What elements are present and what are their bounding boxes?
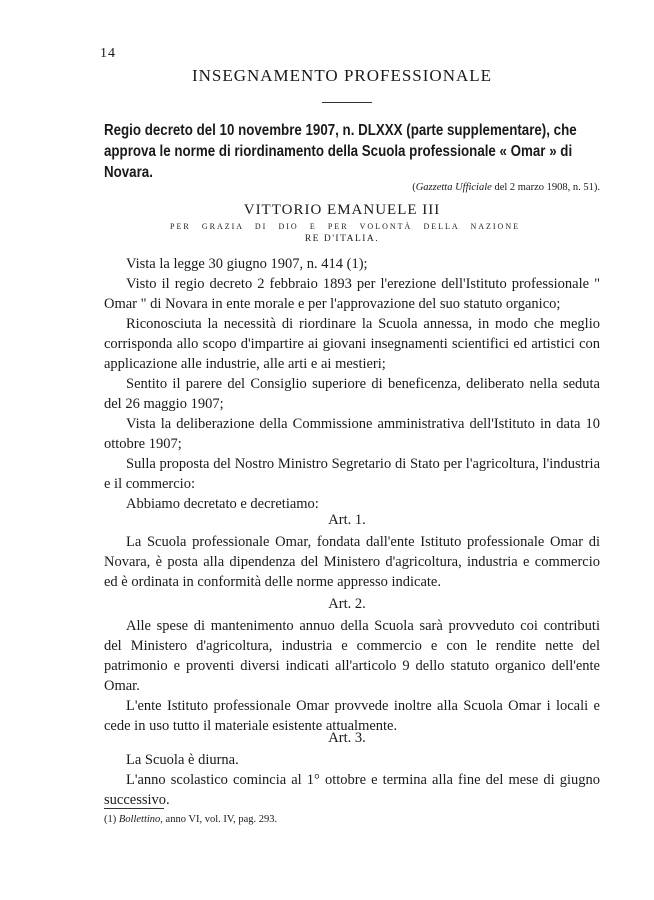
gazette-details: del 2 marzo 1908, n. 51).: [491, 182, 600, 193]
article-heading: Art. 3.: [328, 730, 366, 746]
footnote: [104, 814, 277, 825]
article-paragraph: Alle spese di mantenimento annuo della Scuola sarà provveduto coi contributi del Ministero d'agricoltura, industria e commercio e con le rendite nette del patrimonio e proventi diversi indicati all'articolo 9 dello statuto organico dell'ente Omar.: [104, 618, 600, 694]
article-paragraph: La Scuola è diurna.: [126, 752, 239, 768]
preamble-paragraph: Abbiamo decretato e decretiamo:: [126, 496, 319, 512]
gazette-name: Gazzetta Ufficiale: [415, 182, 492, 193]
title-divider: [322, 102, 372, 103]
footnote-details: , anno VI, vol. IV, pag. 293.: [160, 814, 278, 825]
preamble-paragraph: Vista la legge 30 giugno 1907, n. 414 (1);: [126, 256, 368, 272]
footnote-source: Bollettino: [118, 814, 161, 825]
article-paragraph: La Scuola professionale Omar, fondata dall'ente Istituto professionale Omar di Novara, è posta alla dipendenza del Ministero d'agricoltura, industria e commercio ed è ordinata in conformità delle norme appresso indicate.: [104, 534, 600, 590]
article-body: [104, 750, 600, 810]
preamble-paragraph: Sentito il parere del Consiglio superiore di beneficenza, deliberato nella seduta del 26 maggio 1907;: [104, 376, 600, 412]
decree-title: Regio decreto del 10 novembre 1907, n. DLXXX (parte supplementare), che approva le norme di riordinamento della Scuola professionale « Omar » di Novara.: [104, 122, 577, 181]
article-body: [104, 532, 600, 592]
preamble-paragraph: Visto il regio decreto 2 febbraio 1893 per l'erezione dell'Istituto professionale " Omar " di Novara in ente morale e per l'approvazione del suo statuto organico;: [104, 276, 600, 312]
king-title: RE D'ITALIA.: [304, 234, 380, 244]
article-heading: Art. 2.: [328, 596, 366, 612]
section-title: INSEGNAMENTO PROFESSIONALE: [191, 66, 493, 85]
grace-formula: PER GRAZIA DI DIO E PER VOLONTÀ DELLA NAZIONE: [170, 222, 520, 231]
preamble-paragraph: Sulla proposta del Nostro Ministro Segretario di Stato per l'agricoltura, l'industria e il commercio:: [104, 456, 600, 492]
article-body: [104, 616, 600, 736]
article-paragraph: L'ente Istituto professionale Omar provvede inoltre alla Scuola Omar i locali e cede in uso tutto il materiale esistente attualmente.: [104, 698, 600, 734]
preamble-paragraph: Riconosciuta la necessità di riordinare la Scuola annessa, in modo che meglio corrisponda allo scopo d'impartire ai giovani insegnamenti scientifici ed artistici con applicazione alle industrie, alle arti e ai mestieri;: [104, 316, 600, 372]
article-paragraph: L'anno scolastico comincia al 1° ottobre e termina alla fine del mese di giugno successivo.: [104, 772, 600, 808]
gazette-reference: [0, 182, 600, 193]
gazette-open: (: [412, 182, 416, 193]
preamble: [104, 254, 600, 514]
page-number: 14: [100, 46, 116, 61]
preamble-paragraph: Vista la deliberazione della Commissione amministrativa dell'Istituto in data 10 ottobre 1907;: [104, 416, 600, 452]
footnote-divider: [104, 808, 164, 809]
king-name: VITTORIO EMANUELE III: [243, 202, 441, 218]
article-heading: Art. 1.: [328, 512, 366, 528]
footnote-marker: (1): [104, 814, 119, 825]
